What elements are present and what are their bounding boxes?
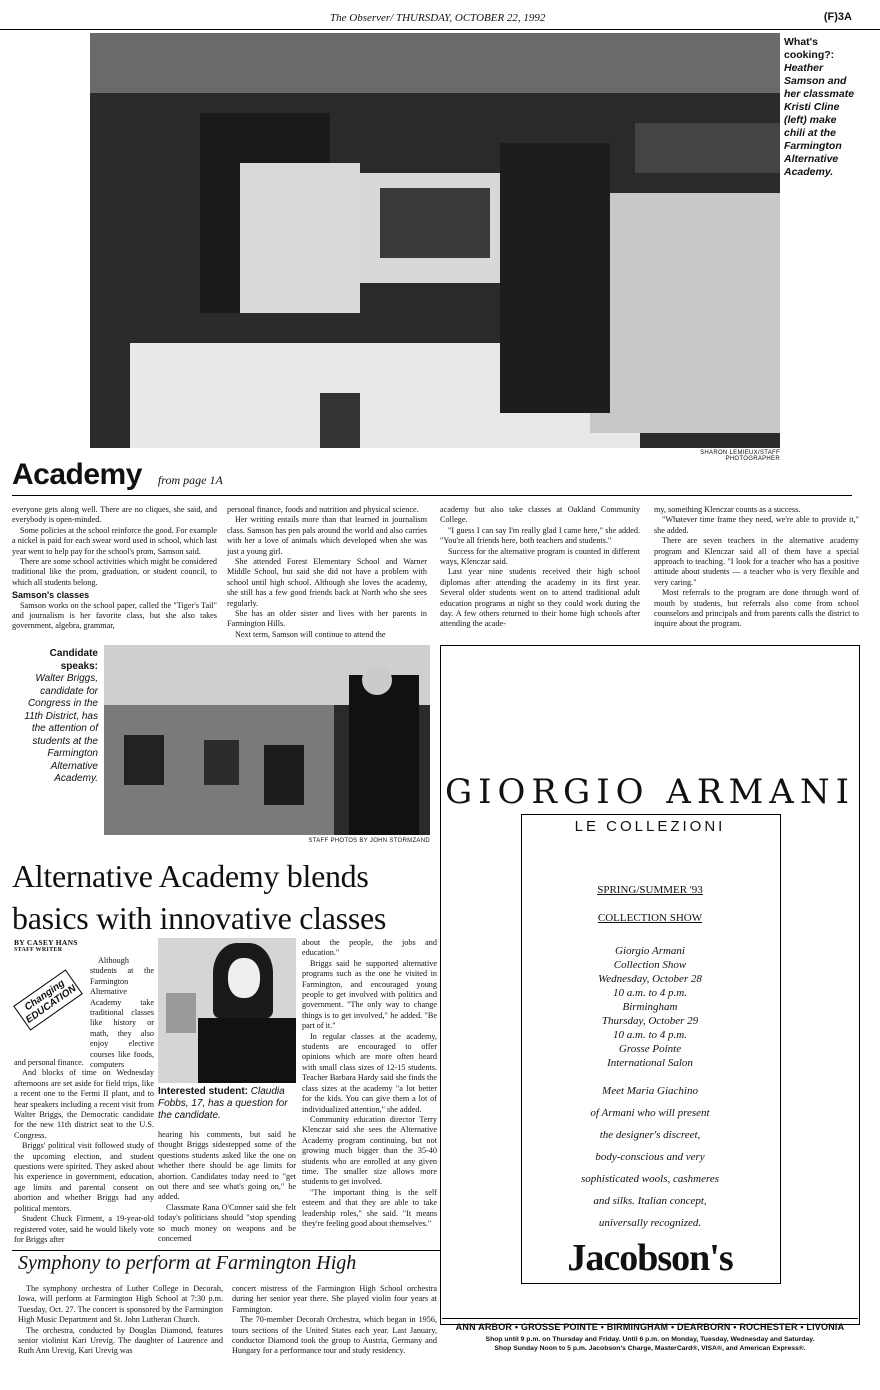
ad-line: Birmingham xyxy=(622,1001,678,1013)
locations-rule xyxy=(442,1318,858,1319)
candidate-photo-credit: STAFF PHOTOS BY JOHN STORMZAND xyxy=(308,838,430,844)
le-collezioni: LE COLLEZIONI xyxy=(574,818,726,835)
paragraph: She attended Forest Elementary School and Warner Middle School, but said she did not have a problem with school until high school. Although she loves the academy, she still has a few good friends back at North who she sees regularly. xyxy=(227,557,427,608)
paragraph: Samson works on the school paper, called the "Tiger's Tail" and journalism is her favorite class, but she also takes government, algebra, grammar, xyxy=(12,600,217,631)
symphony-column-2 xyxy=(232,1284,437,1357)
academy-column-2 xyxy=(227,505,427,640)
top-photo-caption xyxy=(784,36,860,179)
caption-text: Heather Samson and her classmate Kristi Cline (left) make chili at the Farmington Alternative Academy. xyxy=(784,62,855,178)
paragraph: Most referrals to the program are done through word of mouth by students, but referrals also come from school counselors and principals and from parents calls the district to inquire about the program. xyxy=(654,588,859,629)
designer-details xyxy=(520,1080,780,1234)
paragraph: Although students at the Farmington Alternative Academy take traditional classes like history or math, they also enjoy elective courses like foods, computers xyxy=(90,956,154,1070)
ad-line: International Salon xyxy=(607,1057,693,1069)
paragraph: The symphony orchestra of Luther College in Decorah, Iowa, will perform at Farmington High School at 7:30 p.m. Tuesday, Oct. 27. The concert is sponsored by the Farmington High Music Department and St. John Lutheran Church. xyxy=(18,1284,223,1325)
main-story-column-2 xyxy=(158,1130,296,1244)
from-page-label: from page 1A xyxy=(157,473,223,487)
masthead xyxy=(0,8,880,30)
ad-line: the designer's discreet, xyxy=(599,1129,701,1141)
main-story-col1-wrap xyxy=(90,956,154,1070)
candidate-photo xyxy=(104,645,430,835)
ad-line: Grosse Pointe xyxy=(618,1043,682,1055)
caption-text: Claudia Fobbs, 17, has a question for the candidate. xyxy=(158,1086,288,1121)
paragraph: and personal finance. xyxy=(14,1058,84,1067)
main-story-column-1 xyxy=(14,1058,154,1245)
paragraph: academy but also take classes at Oakland Community College. xyxy=(440,505,640,525)
store-locations: ANN ARBOR • GROSSE POINTE • BIRMINGHAM • DEARBORN • ROCHESTER • LIVONIA xyxy=(455,1322,845,1332)
paragraph: Last year nine students received their high school diplomas after attending the academy in its first year. Several older students went on to attend traditional adult education programs at night so they could work during the day. A few others returned to their home high schools after attending the acade- xyxy=(440,567,640,629)
show-details xyxy=(520,944,780,1070)
subhead-samsons-classes: Samson's classes xyxy=(12,590,90,601)
academy-column-3 xyxy=(440,505,640,630)
paragraph: Briggs' political visit followed study of the upcoming election, and student questions were spirited. They asked about his experience in government, education, age limits and parental consent on abortion and whether Briggs had any political mentors. xyxy=(14,1141,154,1213)
symphony-rule xyxy=(12,1250,440,1251)
changing-education-badge: Changing EDUCATION xyxy=(13,969,83,1030)
ad-line: 10 a.m. to 4 p.m. xyxy=(613,987,687,999)
page-number: (F)3A xyxy=(823,11,852,23)
jacobsons-logo: Jacobson's xyxy=(567,1237,733,1279)
ad-line: Giorgio Armani xyxy=(615,945,685,957)
academy-jump-heading xyxy=(12,458,852,496)
byline xyxy=(14,938,154,953)
ad-line: sophisticated wools, cashmeres xyxy=(581,1173,719,1185)
academy-column-4 xyxy=(654,505,859,630)
ad-line: Thursday, October 29 xyxy=(601,1015,699,1027)
store-hours-1: Shop until 9 p.m. on Thursday and Friday. Until 6 p.m. on Monday, Tuesday, Wednesday and Saturday. xyxy=(485,1336,815,1343)
main-story-column-3 xyxy=(302,938,437,1229)
symphony-headline: Symphony to perform at Farmington High xyxy=(18,1252,357,1274)
byline-name: BY CASEY HANS xyxy=(14,938,78,947)
ad-line: Meet Maria Giachino xyxy=(602,1085,698,1097)
paragraph: "The important thing is the self esteem and that they are able to take leadership roles," she said. "It means they're feeling good about themselves." xyxy=(302,1187,437,1228)
ad-line: Wednesday, October 28 xyxy=(598,973,702,985)
paragraph: personal finance, foods and nutrition and physical science. xyxy=(227,505,419,514)
paragraph: my, something Klenczar counts as a success. xyxy=(654,505,801,514)
student-photo xyxy=(158,938,296,1083)
paragraph: There are seven teachers in the alternative academy program and Klenczar said all of them have a special approach to teaching. "I look for a teacher who has a positive attitude about students — a teacher who is very flexible and very caring." xyxy=(654,536,859,587)
academy-column-1 xyxy=(12,505,217,632)
paragraph: about the people, the jobs and education." xyxy=(302,938,437,958)
show-heading: COLLECTION SHOW xyxy=(597,912,703,924)
byline-role: STAFF WRITER xyxy=(14,947,63,953)
academy-heading: Academy xyxy=(12,458,142,491)
paragraph: She has an older sister and lives with her parents in Farmington Hills. xyxy=(227,609,427,629)
paragraph: hearing his comments, but said he thought Briggs sidestepped some of the questions students asked like the one on whether there should be age limits for abortion. Candidates today need to "get out there and see what's going on," he added. xyxy=(158,1130,296,1202)
top-photo-credit: SHARON LEMIEUX/STAFF PHOTOGRAPHER xyxy=(700,450,780,462)
armani-logo: GIORGIO ARMANI xyxy=(444,772,856,812)
caption-text: Walter Briggs, candidate for Congress in the 11th District, has the attention of students at the Farmington Alternative Academy. xyxy=(24,673,98,784)
paragraph: Some policies at the school reinforce the good. For example a nickel is paid for each swear word used in school, which last year went to help pay for the school's prom, Samson said. xyxy=(12,525,217,556)
student-photo-caption xyxy=(158,1086,298,1122)
candidate-photo-caption xyxy=(14,648,98,786)
top-photo xyxy=(90,33,780,448)
paragraph: Classmate Rana O'Conner said she felt today's politicians should "stop spending so much money on weapons and be concerned xyxy=(158,1202,296,1244)
ad-line: body-conscious and very xyxy=(595,1151,705,1163)
paragraph: Community education director Terry Klenczar said she sees the Alternative Academy program continuing, but not growing much bigger than the 35-40 students who are enrolled at any given time. The smaller size allows more students to get involved. xyxy=(302,1114,437,1187)
headline-line-1: Alternative Academy blends xyxy=(12,858,369,894)
masthead-title: The Observer/ THURSDAY, OCTOBER 22, 1992 xyxy=(330,12,546,24)
paragraph: Briggs said he supported alternative programs such as the one he visited in Farmington, and encouraged young people to get involved with politics and government. "The only way to change things is to get involved," he added. "Be part of it." xyxy=(302,958,437,1031)
symphony-column-1 xyxy=(18,1284,223,1357)
paragraph: Her writing entails more than that learned in journalism class. Samson has pen pals around the world and also carries with her a love of animals which developed when she was just a young girl. xyxy=(227,515,427,556)
paragraph: Success for the alternative program is counted in different ways, Klenczar said. xyxy=(440,546,640,567)
caption-lead: Interested student: xyxy=(158,1086,249,1097)
paragraph: Next term, Samson will continue to attend the xyxy=(235,629,386,639)
main-headline xyxy=(12,855,437,939)
ad-line: Collection Show xyxy=(613,959,687,971)
headline-line-2: basics with innovative classes xyxy=(12,900,387,936)
ad-line: and silks. Italian concept, xyxy=(593,1195,707,1207)
paragraph: The 70-member Decorah Orchestra, which began in 1956, tours sections of the United States each year. Last January, conductor Diamond took the group to Austria, Germany and Hungary for a performance tour and study residency. xyxy=(232,1315,437,1356)
paragraph: everyone gets along well. There are no cliques, she said, and everybody is open-minded. xyxy=(12,505,217,525)
paragraph: And blocks of time on Wednesday afternoons are set aside for field trips, like a recent one to the Fermi II plant, and to hear speakers including a recent visit from Walter Briggs, the Democratic candidate for the new 11th district seat to the U.S. Congress. xyxy=(14,1068,154,1140)
season-heading: SPRING/SUMMER '93 xyxy=(597,884,703,896)
store-hours-2: Shop Sunday Noon to 5 p.m. Jacobson's Charge, MasterCard®, VISA®, and American Express®. xyxy=(494,1345,806,1352)
paragraph: "I guess I can say I'm really glad I came here," she added. "You're all friends here, both teachers and students." xyxy=(440,525,640,546)
ad-line: universally recognized. xyxy=(598,1217,702,1229)
caption-lead: What's cooking?: xyxy=(784,36,835,61)
paragraph: "Whatever time frame they need, we're able to provide it," she added. xyxy=(654,515,859,535)
paragraph: concert mistress of the Farmington High School orchestra during her senior year there. She played violin four years at Farmington. xyxy=(232,1284,437,1314)
caption-lead: Candidate speaks: xyxy=(49,648,98,672)
paragraph: Student Chuck Firment, a 19-year-old registered voter, said he would likely vote for Briggs after xyxy=(14,1214,154,1244)
paragraph: In regular classes at the academy, students are encouraged to offer opinions which are more often heard with small class sizes of 12-15 students. Teacher Barbara Hardy said she finds the class sizes at the academy "a lot better for the kids. You can give them a lot of individualized attention," she added. xyxy=(302,1031,437,1114)
paragraph: The orchestra, conducted by Douglas Diamond, features senior violinist Kari Urevig. The daughter of Laurence and Ruth Ann Urevig, Kari Urevig was xyxy=(18,1325,223,1356)
ad-line: of Armani who will present xyxy=(590,1107,710,1119)
ad-line: 10 a.m. to 4 p.m. xyxy=(613,1029,687,1041)
paragraph: There are some school activities which might be considered traditional like the prom, graduation, or student council, to which all students belong. xyxy=(12,557,217,587)
